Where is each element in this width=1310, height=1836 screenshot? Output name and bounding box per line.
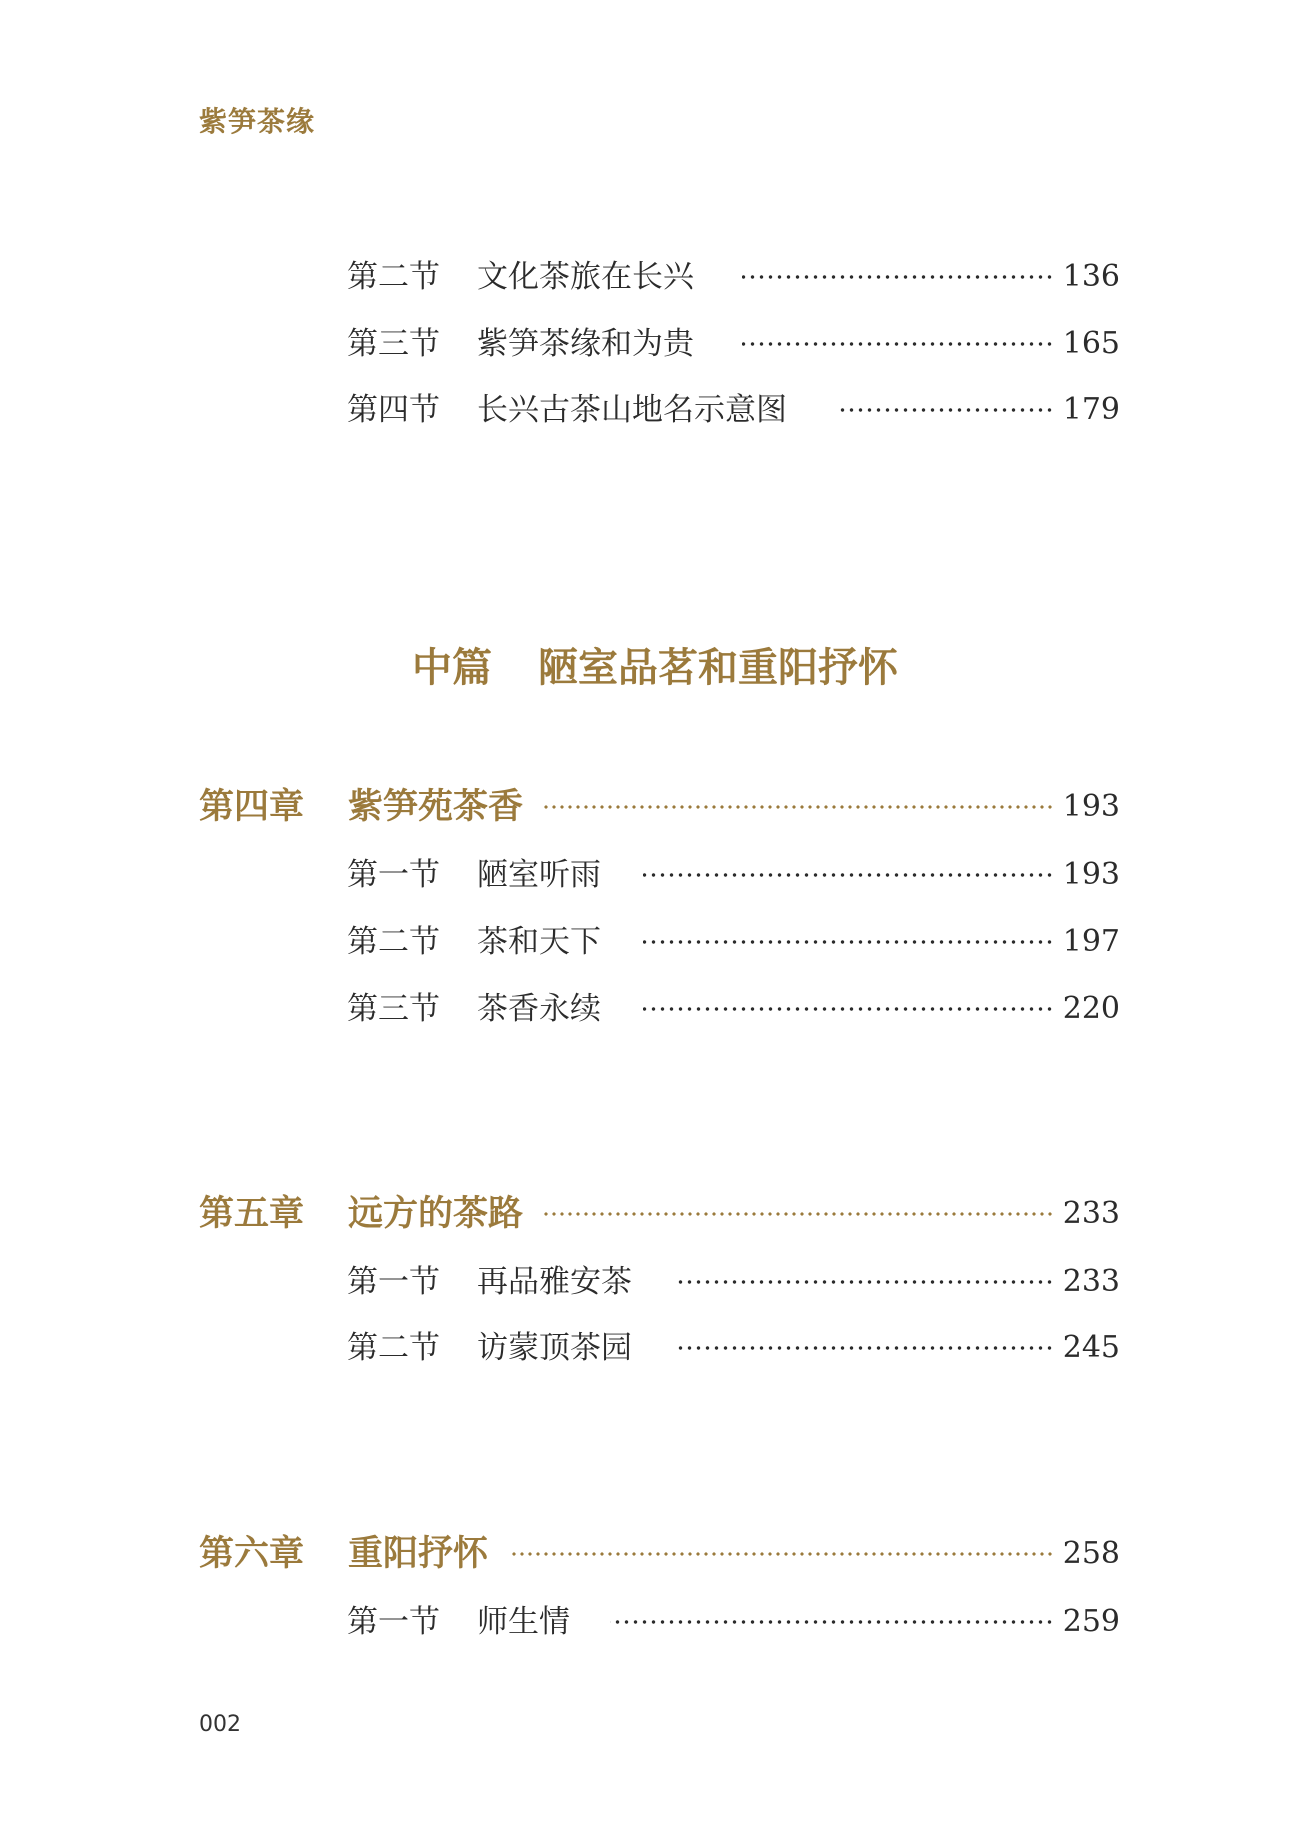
running-head: 紫笋茶缘 bbox=[199, 105, 316, 138]
section-label: 第三节 bbox=[347, 326, 440, 362]
toc-section-row[interactable] bbox=[0, 252, 1310, 302]
section-label: 第一节 bbox=[347, 1264, 440, 1300]
chapter-page-number: 258 bbox=[1062, 1536, 1120, 1571]
chapter-label: 第四章 bbox=[199, 786, 305, 827]
chapter-title: 重阳抒怀 bbox=[348, 1533, 489, 1574]
section-page-number: 245 bbox=[1062, 1330, 1120, 1365]
chapter-label: 第六章 bbox=[199, 1533, 305, 1574]
chapter-label: 第五章 bbox=[199, 1193, 305, 1234]
dot-leader bbox=[675, 1346, 1054, 1350]
section-label: 第二节 bbox=[347, 259, 440, 295]
chapter-page-number: 233 bbox=[1062, 1196, 1120, 1231]
toc-chapter-row[interactable] bbox=[0, 1529, 1310, 1579]
section-label: 第一节 bbox=[347, 1604, 440, 1640]
dot-leader bbox=[610, 1620, 1054, 1624]
dot-leader bbox=[643, 1007, 1054, 1011]
section-title: 陋室听雨 bbox=[477, 857, 601, 893]
section-label: 第三节 bbox=[347, 991, 440, 1027]
section-title: 紫笋茶缘和为贵 bbox=[477, 326, 694, 362]
section-label: 第四节 bbox=[347, 392, 440, 428]
section-title: 访蒙顶茶园 bbox=[477, 1330, 632, 1366]
toc-section-row[interactable] bbox=[0, 850, 1310, 900]
chapter-title: 紫笋苑茶香 bbox=[348, 786, 524, 827]
chapter-page-number: 193 bbox=[1062, 789, 1120, 824]
dot-leader bbox=[840, 408, 1054, 412]
dot-leader bbox=[675, 1280, 1054, 1284]
chapter-title: 远方的茶路 bbox=[348, 1193, 524, 1234]
dot-leader bbox=[742, 275, 1054, 279]
section-page-number: 220 bbox=[1062, 991, 1120, 1026]
section-page-number: 259 bbox=[1062, 1604, 1120, 1639]
section-label: 第二节 bbox=[347, 924, 440, 960]
toc-section-row[interactable] bbox=[0, 1597, 1310, 1647]
section-title: 长兴古茶山地名示意图 bbox=[477, 392, 787, 428]
part-title: 陋室品茗和重阳抒怀 bbox=[538, 645, 898, 691]
section-page-number: 165 bbox=[1062, 326, 1120, 361]
page-number: 002 bbox=[199, 1712, 241, 1737]
section-title: 茶香永续 bbox=[477, 991, 601, 1027]
toc-section-row[interactable] bbox=[0, 319, 1310, 369]
toc-section-row[interactable] bbox=[0, 1323, 1310, 1373]
dot-leader bbox=[643, 873, 1054, 877]
section-page-number: 136 bbox=[1062, 259, 1120, 294]
toc-section-row[interactable] bbox=[0, 385, 1310, 435]
section-title: 茶和天下 bbox=[477, 924, 601, 960]
dot-leader bbox=[543, 1212, 1054, 1216]
part-label: 中篇 bbox=[412, 645, 492, 691]
dot-leader bbox=[643, 940, 1054, 944]
toc-section-row[interactable] bbox=[0, 984, 1310, 1034]
section-page-number: 179 bbox=[1062, 392, 1120, 427]
section-title: 师生情 bbox=[477, 1604, 570, 1640]
dot-leader bbox=[543, 805, 1054, 809]
toc-chapter-row[interactable] bbox=[0, 782, 1310, 832]
section-title: 文化茶旅在长兴 bbox=[477, 259, 694, 295]
section-label: 第二节 bbox=[347, 1330, 440, 1366]
part-heading bbox=[0, 640, 1310, 696]
section-title: 再品雅安茶 bbox=[477, 1264, 632, 1300]
toc-section-row[interactable] bbox=[0, 1257, 1310, 1307]
dot-leader bbox=[742, 342, 1054, 346]
toc-chapter-row[interactable] bbox=[0, 1189, 1310, 1239]
toc-section-row[interactable] bbox=[0, 917, 1310, 967]
section-label: 第一节 bbox=[347, 857, 440, 893]
section-page-number: 193 bbox=[1062, 857, 1120, 892]
section-page-number: 233 bbox=[1062, 1264, 1120, 1299]
section-page-number: 197 bbox=[1062, 924, 1120, 959]
dot-leader bbox=[510, 1552, 1054, 1556]
